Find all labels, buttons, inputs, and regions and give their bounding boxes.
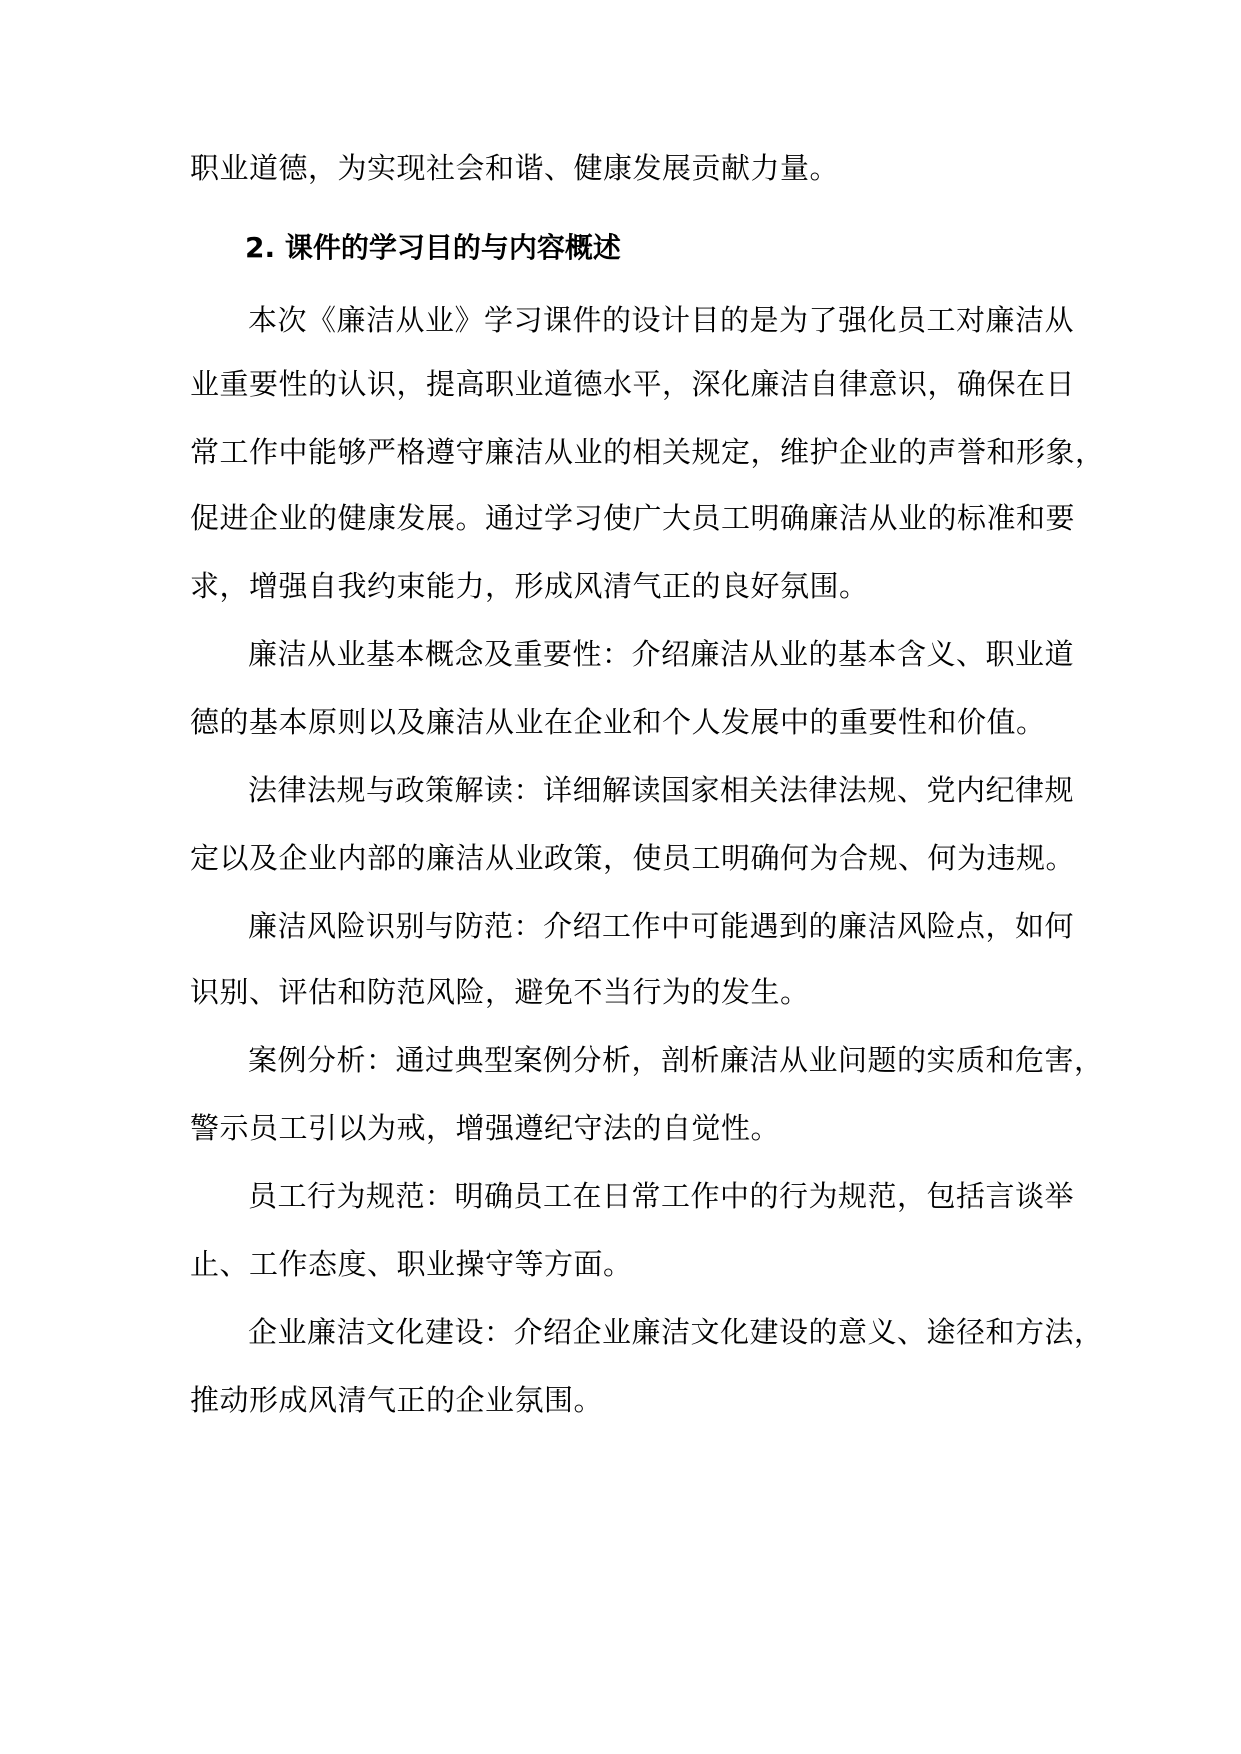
intro-line-5: 求，增强自我约束能力，形成风清气正的良好氛围。: [190, 569, 869, 603]
item-6-line-2: 推动形成风清气正的企业氛围。: [190, 1383, 604, 1417]
item-4-line-1: 案例分析：通过典型案例分析，剖析廉洁从业问题的实质和危害，: [248, 1043, 1104, 1077]
intro-line-1: 本次《廉洁从业》学习课件的设计目的是为了强化员工对廉洁从: [248, 303, 1075, 337]
item-1-line-1: 廉洁从业基本概念及重要性：介绍廉洁从业的基本含义、职业道: [248, 637, 1075, 671]
item-2-line-1: 法律法规与政策解读：详细解读国家相关法律法规、党内纪律规: [248, 773, 1075, 807]
paragraph-continuation-line: 职业道德，为实现社会和谐、健康发展贡献力量。: [190, 151, 840, 185]
item-3-line-2: 识别、评估和防范风险，避免不当行为的发生。: [190, 975, 810, 1009]
item-2-line-2: 定以及企业内部的廉洁从业政策，使员工明确何为合规、何为违规。: [190, 841, 1076, 875]
section-heading: 2. 课件的学习目的与内容概述: [245, 231, 621, 264]
intro-line-4: 促进企业的健康发展。通过学习使广大员工明确廉洁从业的标准和要: [190, 501, 1076, 535]
item-1-line-2: 德的基本原则以及廉洁从业在企业和个人发展中的重要性和价值。: [190, 705, 1046, 739]
item-6-line-1: 企业廉洁文化建设：介绍企业廉洁文化建设的意义、途径和方法，: [248, 1315, 1104, 1349]
item-3-line-1: 廉洁风险识别与防范：介绍工作中可能遇到的廉洁风险点，如何: [248, 909, 1075, 943]
item-4-line-2: 警示员工引以为戒，增强遵纪守法的自觉性。: [190, 1111, 781, 1145]
intro-line-3: 常工作中能够严格遵守廉洁从业的相关规定，维护企业的声誉和形象，: [190, 435, 1105, 469]
intro-line-2: 业重要性的认识，提高职业道德水平，深化廉洁自律意识，确保在日: [190, 367, 1076, 401]
item-5-line-1: 员工行为规范：明确员工在日常工作中的行为规范，包括言谈举: [248, 1179, 1075, 1213]
item-5-line-2: 止、工作态度、职业操守等方面。: [190, 1247, 633, 1281]
